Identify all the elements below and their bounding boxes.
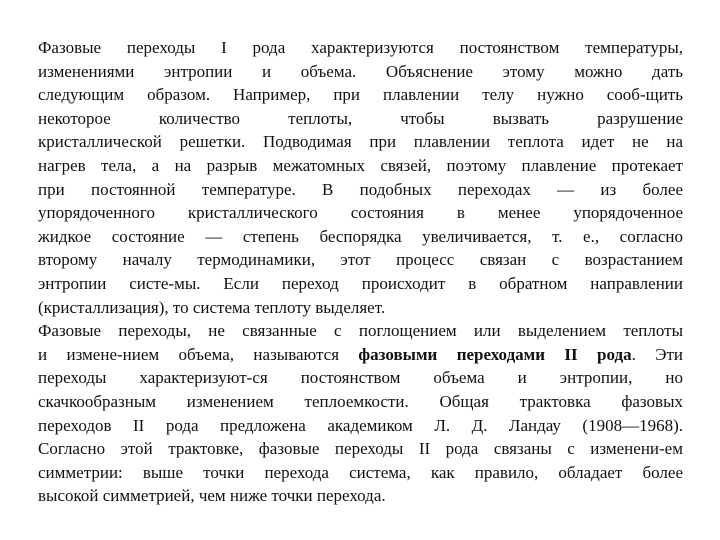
text-line: скачкообразным изменением теплоемкости. Общая трактовка фазовых (38, 391, 683, 411)
document-page (38, 36, 683, 508)
text-segment: и измене-нием объема, называются (38, 344, 359, 364)
text-line: энтропии систе-мы. Если переход происходит в обратном направлении (38, 273, 683, 293)
text-line: переходов II рода предложена академиком Л. Д. Ландау (1908—1968). (38, 415, 683, 435)
paragraph-end-line: высокой симметрией, чем ниже точки перехода. (38, 486, 386, 506)
text-line: переходы характеризуют-ся постоянством объема и энтропии, но (38, 368, 683, 388)
text-line-with-term (38, 343, 683, 367)
text-line: некоторое количество теплоты, чтобы вызвать разрушение (38, 108, 683, 128)
text-line: нагрев тела, а на разрыв межатомных связей, поэтому плавление протекает (38, 155, 683, 175)
text-line: изменениями энтропии и объема. Объяснение этому можно дать (38, 61, 683, 81)
text-line: упорядоченного кристаллического состояния в менее упорядоченное (38, 203, 683, 223)
text-line: кристаллической решетки. Подводимая при плавлении теплота идет не на (38, 132, 683, 152)
text-line: жидкое состояние — степень беспорядка увеличивается, т. е., согласно (38, 226, 683, 246)
text-line: симметрии: выше точки перехода система, как правило, обладает более (38, 462, 683, 482)
paragraph-end-line: (кристаллизация), то система теплоту выделяет. (38, 297, 386, 317)
bold-term: фазовыми переходами II рода (358, 344, 632, 364)
text-line: второму началу термодинамики, этот процесс связан с возрастанием (38, 250, 683, 270)
text-line: следующим образом. Например, при плавлении телу нужно сооб-щить (38, 85, 683, 105)
text-line: при постоянной температуре. В подобных переходах — из более (38, 179, 683, 199)
text-line: Фазовые переходы I рода характеризуются постоянством температуры, (38, 38, 683, 57)
text-line: Фазовые переходы, не связанные с поглощением или выделением теплоты (38, 321, 683, 341)
text-line: Согласно этой трактовке, фазовые переходы II рода связаны с изменени-ем (38, 439, 683, 459)
text-segment: . Эти (631, 344, 683, 364)
